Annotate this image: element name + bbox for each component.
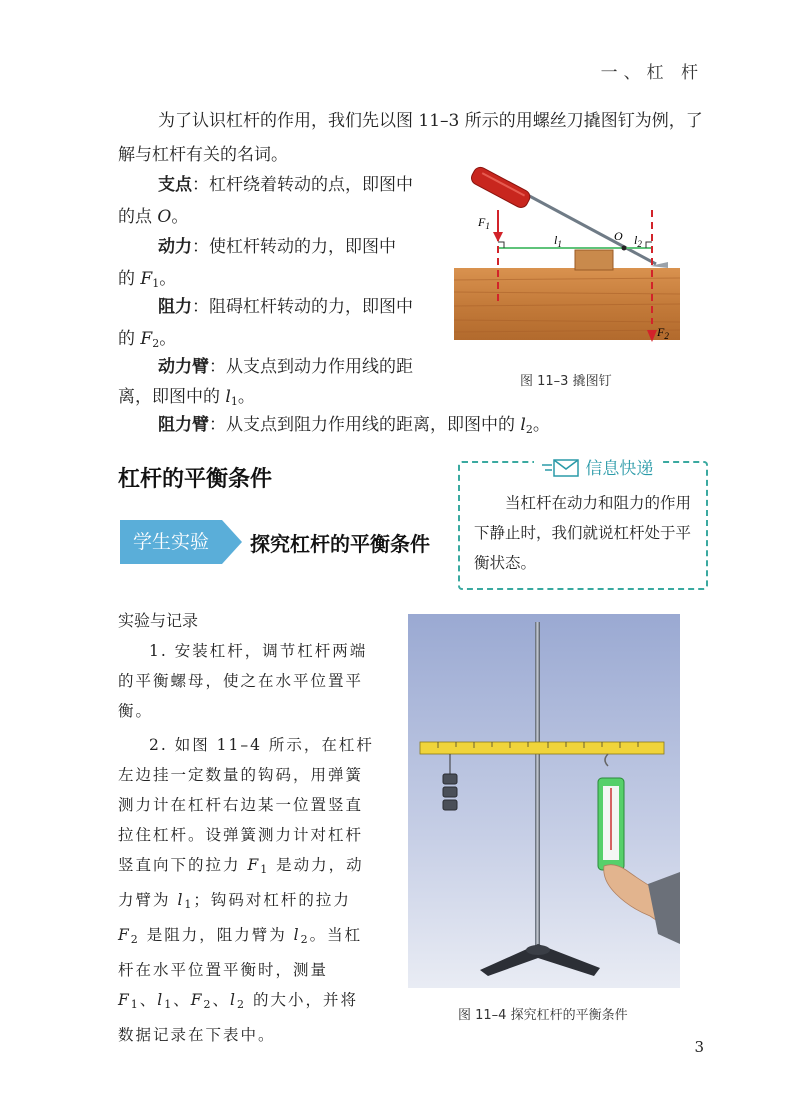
term-fulcrum-line1: [158, 168, 413, 202]
step-text: ；钩码对杠杆的拉力: [193, 891, 351, 909]
term-fulcrum-line2: [118, 200, 188, 234]
f1-arrowhead: [493, 232, 503, 242]
term-text: 。: [532, 415, 550, 435]
label-l2: $l_2$: [634, 233, 642, 249]
symbol: O: [157, 207, 172, 227]
section-title: 杠杆的平衡条件: [118, 467, 273, 492]
hook-weights: [443, 774, 457, 810]
figure-11-3-caption: 图 11–3 撬图钉: [520, 374, 612, 389]
label-F2: $F_2$: [657, 325, 669, 341]
experiment-steps: [118, 636, 374, 1054]
subscript: 2: [525, 423, 533, 436]
subscript: 2: [300, 933, 310, 946]
separator: 、: [173, 991, 191, 1009]
symbol: F: [118, 926, 131, 944]
symbol: l: [520, 415, 526, 435]
symbol: l: [157, 991, 165, 1009]
label-F1: $F_1$: [478, 215, 490, 231]
symbol: l: [225, 387, 231, 407]
separator: 、: [139, 991, 158, 1009]
term-text: 的点: [118, 207, 158, 227]
term-text: ：从支点到阻力作用线的距离，即图中的: [209, 415, 521, 435]
symbol: F: [118, 991, 131, 1009]
step-text: 。当杠杆在水平位置平衡时，测量: [118, 926, 363, 979]
info-box-title: [534, 454, 661, 479]
label-O: O: [614, 229, 623, 243]
subscript: 2: [237, 998, 247, 1011]
subscript: 2: [203, 998, 213, 1011]
term-label: 阻力: [158, 297, 192, 317]
lever-ruler: [420, 742, 664, 754]
step-text: 的大小，并将数据记录在下表中。: [118, 991, 358, 1044]
term-text: 。: [159, 329, 177, 349]
step-text: 2. 如图 11–4 所示，在杠杆左边挂一定数量的钩码，用弹簧测力计在杠杆右边某一位置竖直拉住杠杆。设弹簧测力计对杠杆竖直向下的拉力: [118, 736, 374, 874]
symbol: F: [190, 991, 204, 1009]
symbol: l: [293, 926, 301, 944]
subscript: 2: [130, 933, 140, 946]
subscript: 1: [260, 863, 270, 876]
symbol: F: [247, 856, 261, 874]
symbol: l: [230, 991, 238, 1009]
figure-11-4-caption: 图 11–4 探究杠杆的平衡条件: [458, 1008, 628, 1023]
figure-11-3-lever-diagram: [452, 164, 682, 354]
wood-block: [575, 250, 613, 270]
subscript: 1: [184, 898, 194, 911]
lab-title: 探究杠杆的平衡条件: [250, 532, 430, 556]
figure-11-4-experiment-photo: [408, 614, 680, 988]
stand-rod: [535, 622, 540, 952]
term-effort-line1: [158, 230, 396, 264]
symbol: F: [140, 269, 153, 289]
term-text: ：使杠杆转动的力，即图中: [192, 237, 396, 257]
term-label: 阻力臂: [158, 415, 209, 435]
term-text: 。: [159, 269, 177, 289]
subscript: 1: [164, 998, 174, 1011]
info-box-text: 当杠杆在动力和阻力的作用下静止时，我们就说杠杆处于平衡状态。: [474, 494, 692, 572]
lab-badge: 学生实验: [120, 520, 222, 564]
term-label: 支点: [158, 175, 192, 195]
term-text: 。: [171, 207, 189, 227]
experiment-heading: 实验与记录: [118, 611, 199, 630]
term-load-line1: [158, 290, 413, 324]
subscript: 1: [130, 998, 140, 1011]
step-2: [118, 730, 374, 1050]
stand-base-hub: [526, 945, 550, 955]
term-text: 离，即图中的: [118, 387, 226, 407]
envelope-icon: [542, 458, 580, 478]
step-text: 是阻力，阻力臂为: [139, 926, 294, 944]
chapter-header: 一、杠 杆: [600, 63, 704, 83]
term-label: 动力臂: [158, 357, 209, 377]
subscript: 1: [230, 395, 238, 408]
step-1: 1. 安装杠杆，调节杠杆两端的平衡螺母，使之在水平位置平衡。: [118, 642, 368, 720]
screwdriver-handle: [469, 165, 532, 210]
term-text: ：阻碍杠杆转动的力，即图中: [192, 297, 413, 317]
symbol: l: [177, 891, 185, 909]
intro-line-2: 解与杠杆有关的名词。: [118, 145, 288, 165]
term-label: 动力: [158, 237, 192, 257]
info-title-text: 信息快递: [585, 459, 654, 479]
separator: 、: [212, 991, 231, 1009]
term-load-arm: [158, 408, 550, 447]
subscript: 1: [152, 277, 160, 290]
step-text: 是动力，动力臂为: [118, 856, 364, 909]
symbol: F: [140, 329, 153, 349]
term-effort-arm-line1: [158, 350, 413, 384]
page-number: 3: [694, 1038, 704, 1056]
lab-badge-arrow: [222, 520, 242, 564]
term-text: 的: [118, 269, 141, 289]
term-text: ：从支点到动力作用线的距: [209, 357, 413, 377]
term-text: ：杠杆绕着转动的点，即图中: [192, 175, 413, 195]
label-l1: $l_1$: [554, 233, 562, 249]
term-text: 。: [237, 387, 255, 407]
subscript: 2: [152, 337, 160, 350]
intro-line-1: 为了认识杠杆的作用，我们先以图 11–3 所示的用螺丝刀撬图钉为例，了: [158, 111, 703, 131]
pivot-point: [622, 246, 627, 251]
term-text: 的: [118, 329, 141, 349]
